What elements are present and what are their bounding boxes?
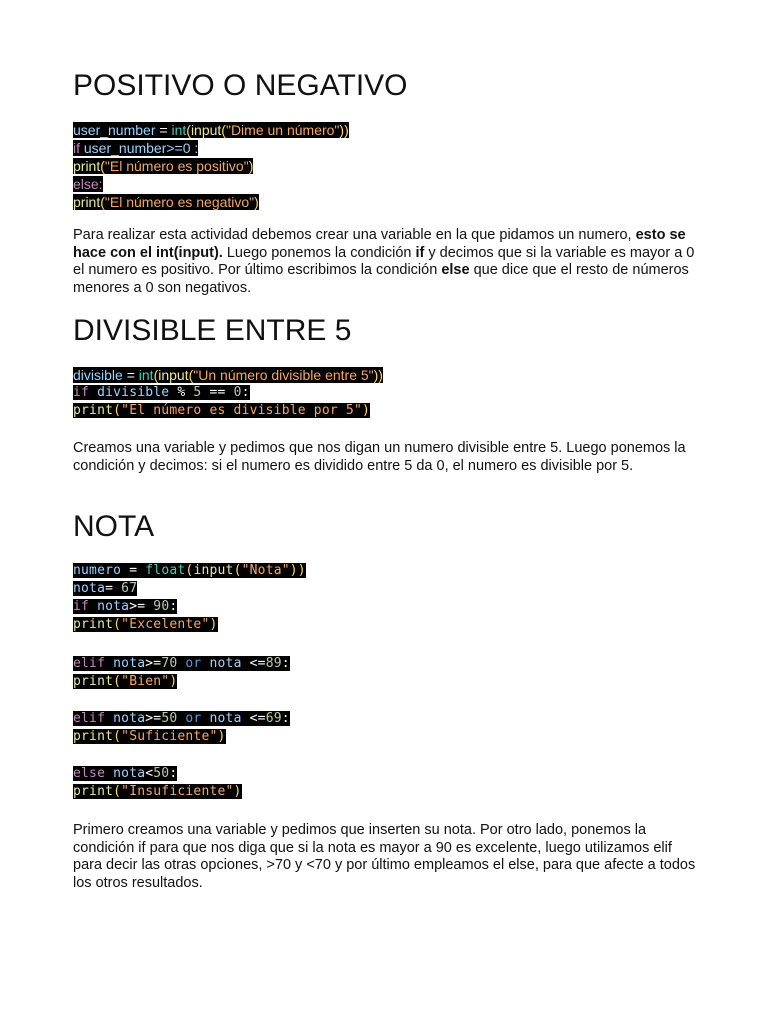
code-block-positivo (73, 121, 349, 211)
code-line: nota= 67 (73, 581, 138, 596)
code-line: print("El número es negativo") (73, 194, 259, 210)
code-line: if user_number>=0 : (73, 140, 199, 156)
code-line: print("Suficiente") (73, 729, 226, 744)
code-block-nota-c (73, 710, 290, 746)
code-line: elif nota>=50 or nota <=69: (73, 711, 290, 726)
code-block-divisible (73, 366, 383, 420)
code-line: numero = float(input("Nota")) (73, 563, 306, 578)
paragraph-positivo: Para realizar esta actividad debemos crear una variable en la que pidamos un numero, esto se hace con el int(input). Luego ponemos la condición if y decimos que si la variable es mayor a 0 el numero es positivo. Por último escribimos la condición else que dice que el resto de números menores a 0 son negativos. (73, 227, 695, 296)
code-line: divisible = int(input("Un número divisible entre 5")) (73, 367, 383, 383)
paragraph-divisible: Creamos una variable y pedimos que nos digan un numero divisible entre 5. Luego ponemos la condición y decimos: si el numero es dividido entre 5 da 0, el numero es divisible por 5. (73, 440, 686, 474)
paragraph-nota: Primero creamos una variable y pedimos que inserten su nota. Por otro lado, ponemos la condición if para que nos diga que si la nota es mayor a 90 es excelente, luego utilizamos elif para decir las otras opciones, >70 y <70 y por último empleamos el else, para que afecte a todos los otros resultados. (73, 822, 696, 891)
heading-nota: NOTA (73, 510, 155, 543)
heading-divisible: DIVISIBLE ENTRE 5 (73, 314, 352, 347)
code-line: if nota>= 90: (73, 599, 178, 614)
code-line: print("Excelente") (73, 617, 218, 632)
code-line: print("El número es positivo") (73, 158, 254, 174)
code-line: print("Insuficiente") (73, 784, 242, 799)
code-line: elif nota>=70 or nota <=89: (73, 656, 290, 671)
code-line: print("Bien") (73, 674, 178, 689)
code-line: else nota<50: (73, 766, 178, 781)
code-line: user_number = int(input("Dime un número")) (73, 122, 349, 138)
code-block-nota-b (73, 655, 290, 691)
code-line: print("El número es divisible por 5") (73, 403, 371, 418)
code-block-nota-d (73, 765, 242, 801)
heading-positivo-negativo: POSITIVO O NEGATIVO (73, 69, 408, 102)
code-line: if divisible % 5 == 0: (73, 385, 250, 400)
code-block-nota-a (73, 562, 306, 634)
code-line: else: (73, 176, 103, 192)
